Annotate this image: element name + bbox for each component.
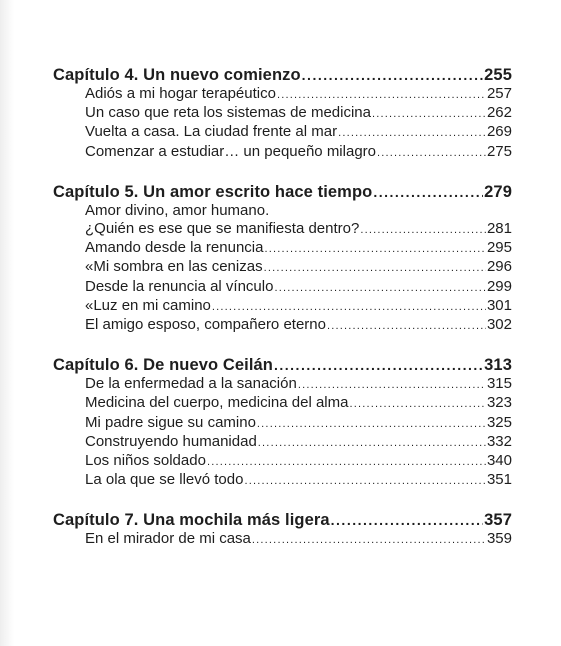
toc-entry xyxy=(85,85,512,104)
toc-entry xyxy=(85,297,512,316)
entry-title: «Mi sombra en las cenizas xyxy=(85,258,263,276)
leader-dots xyxy=(302,65,483,85)
entry-title: Adiós a mi hogar terapéutico xyxy=(85,85,276,102)
leader-dots xyxy=(360,221,486,239)
leader-dots xyxy=(331,510,484,530)
entry-page: 257 xyxy=(486,85,512,102)
leader-dots xyxy=(258,434,486,452)
entry-page: 295 xyxy=(486,239,512,257)
chapter-5 xyxy=(53,182,512,335)
entry-title: Medicina del cuerpo, medicina del alma xyxy=(85,394,349,412)
chapter-title: Capítulo 5. Un amor escrito hace tiempo xyxy=(53,182,373,201)
entry-page: 296 xyxy=(486,258,512,276)
leader-dots xyxy=(373,182,483,202)
toc-entry xyxy=(85,202,512,220)
toc-entry xyxy=(85,239,512,258)
leader-dots xyxy=(264,259,486,277)
section-list xyxy=(53,85,512,162)
leader-dots xyxy=(212,298,486,316)
leader-dots xyxy=(274,279,486,297)
toc-entry xyxy=(85,123,512,142)
section-list xyxy=(53,530,512,549)
chapter-heading xyxy=(53,355,512,375)
chapter-page: 357 xyxy=(484,511,512,530)
chapter-heading xyxy=(53,182,512,202)
toc-entry xyxy=(85,375,512,394)
toc-entry xyxy=(85,104,512,123)
page-edge-shadow xyxy=(0,0,14,646)
toc-entry xyxy=(85,143,512,162)
toc-entry xyxy=(85,530,512,549)
entry-page: 332 xyxy=(486,432,512,450)
entry-title: La ola que se llevó todo xyxy=(85,471,244,489)
toc-entry xyxy=(85,258,512,277)
leader-dots xyxy=(244,472,486,490)
entry-title: Amando desde la renuncia xyxy=(85,239,264,257)
chapter-7 xyxy=(53,510,512,549)
entry-title: ¿Quién es ese que se manifiesta dentro? xyxy=(85,220,360,238)
chapter-6 xyxy=(53,355,512,490)
toc-entry xyxy=(85,471,512,490)
entry-title: Vuelta a casa. La ciudad frente al mar xyxy=(85,123,338,141)
entry-page: 281 xyxy=(486,220,512,238)
leader-dots xyxy=(274,355,483,375)
section-list xyxy=(53,202,512,335)
entry-page: 269 xyxy=(486,123,512,141)
chapter-title: Capítulo 7. Una mochila más ligera xyxy=(53,511,330,530)
entry-page: 359 xyxy=(486,530,512,548)
section-list xyxy=(53,375,512,490)
leader-dots xyxy=(257,415,486,433)
entry-title: Un caso que reta los sistemas de medicina xyxy=(85,104,371,122)
entry-page: 301 xyxy=(486,296,512,314)
entry-title: El amigo esposo, compañero eterno xyxy=(85,316,326,334)
entry-title: Mi padre sigue su camino xyxy=(85,413,256,431)
entry-page: 299 xyxy=(486,277,512,295)
leader-dots xyxy=(349,395,485,413)
table-of-contents xyxy=(53,65,512,570)
toc-entry xyxy=(85,452,512,471)
entry-title: De la enfermedad a la sanación xyxy=(85,375,297,393)
entry-page: 315 xyxy=(486,375,512,393)
toc-entry xyxy=(85,278,512,297)
entry-title: Los niños soldado xyxy=(85,452,206,470)
toc-entry xyxy=(85,394,512,413)
entry-page: 302 xyxy=(486,316,512,334)
toc-entry xyxy=(85,316,512,335)
toc-entry xyxy=(85,414,512,433)
entry-title: En el mirador de mi casa xyxy=(85,530,251,548)
entry-page: 275 xyxy=(486,142,512,160)
leader-dots xyxy=(277,86,486,104)
entry-page: 323 xyxy=(486,394,512,412)
leader-dots xyxy=(264,240,486,258)
entry-title: «Luz en mi camino xyxy=(85,296,211,314)
entry-page: 262 xyxy=(486,104,512,122)
leader-dots xyxy=(298,376,486,394)
entry-title: Construyendo humanidad xyxy=(85,432,257,450)
entry-title: Comenzar a estudiar… un pequeño milagro xyxy=(85,142,376,160)
toc-entry xyxy=(85,220,512,239)
toc-entry xyxy=(85,433,512,452)
chapter-page: 279 xyxy=(484,182,512,201)
chapter-title: Capítulo 4. Un nuevo comienzo xyxy=(53,66,301,84)
entry-title: Amor divino, amor humano. xyxy=(85,201,270,219)
chapter-4 xyxy=(53,65,512,162)
chapter-heading xyxy=(53,510,512,530)
chapter-title: Capítulo 6. De nuevo Ceilán xyxy=(53,356,273,375)
leader-dots xyxy=(338,124,486,142)
leader-dots xyxy=(327,317,486,335)
entry-page: 340 xyxy=(486,452,512,470)
chapter-page: 313 xyxy=(484,356,512,375)
entry-page: 351 xyxy=(486,471,512,489)
entry-page: 325 xyxy=(486,413,512,431)
chapter-page: 255 xyxy=(484,66,512,84)
leader-dots xyxy=(372,105,486,123)
entry-title: Desde la renuncia al vínculo xyxy=(85,277,274,295)
leader-dots xyxy=(377,144,486,162)
leader-dots xyxy=(252,531,486,549)
leader-dots xyxy=(207,453,486,471)
chapter-heading xyxy=(53,65,512,85)
